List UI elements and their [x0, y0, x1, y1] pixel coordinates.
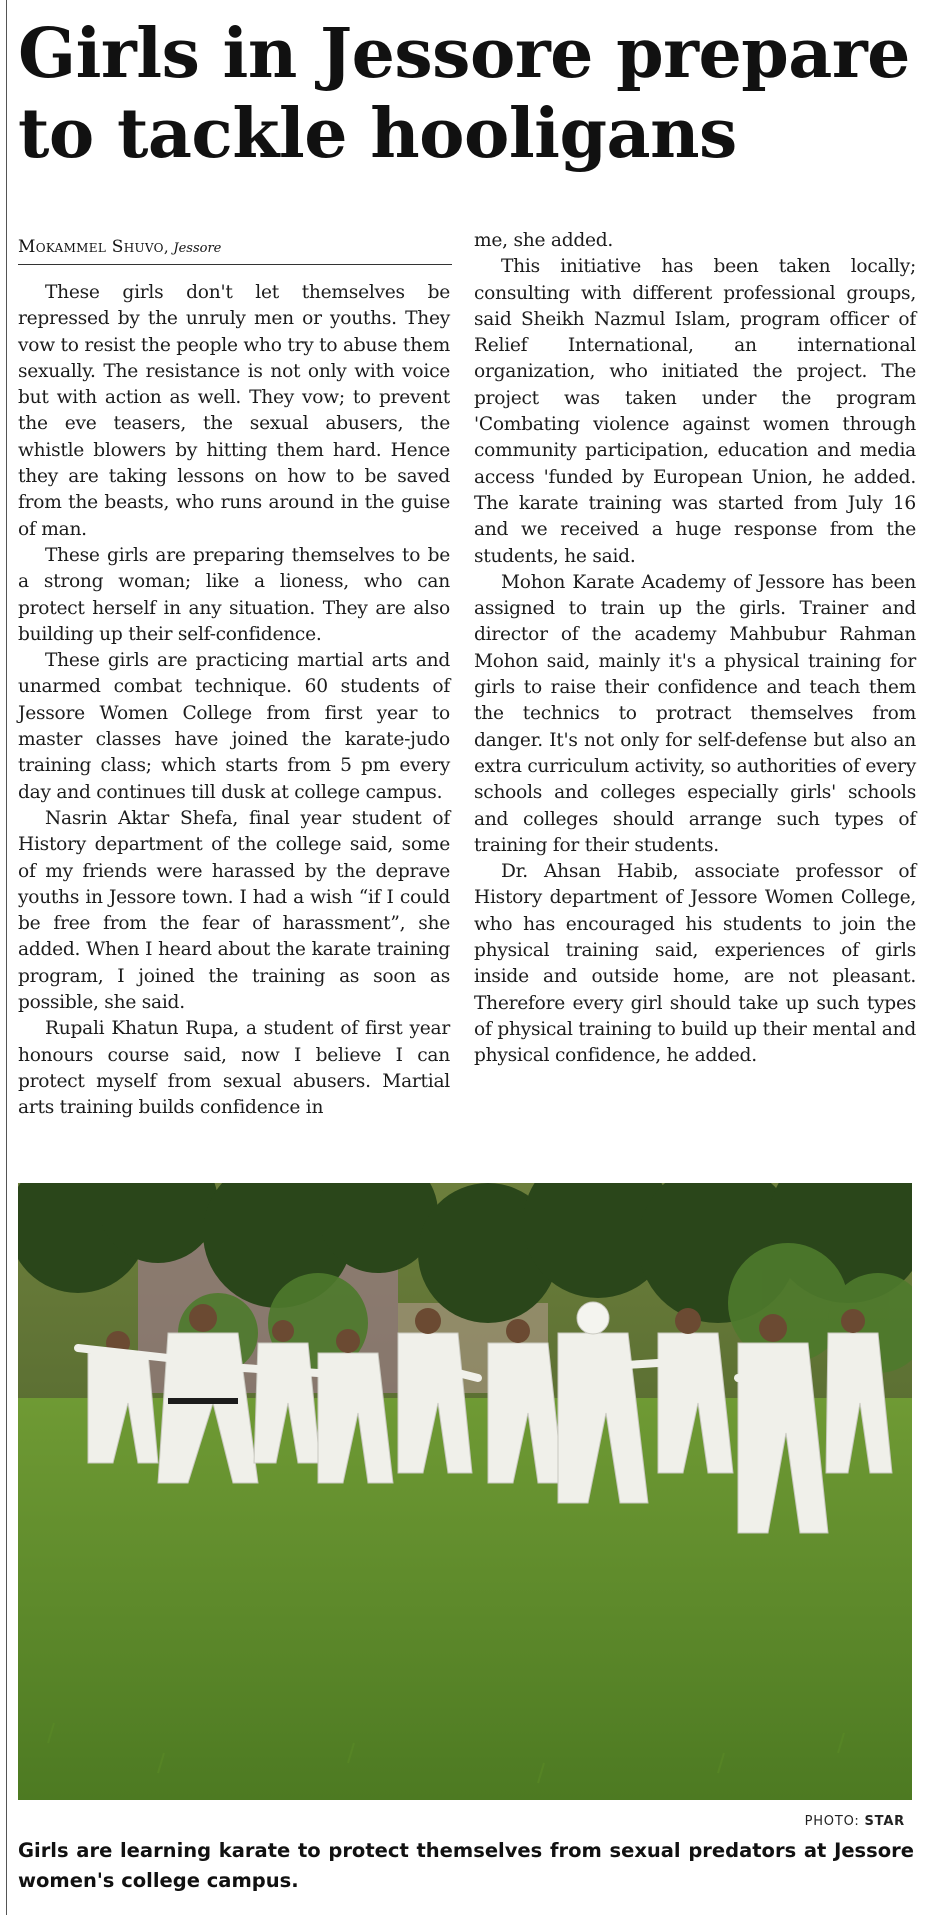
photo-credit-source: STAR: [864, 1814, 905, 1829]
karate-training-photo: [18, 1183, 912, 1800]
byline-author: Mokammel Shuvo: [18, 237, 164, 257]
headline-line-1: Girls in Jessore prepare: [18, 14, 910, 94]
article-column-1: [18, 280, 450, 1122]
paragraph: These girls are preparing themselves to be a strong woman; like a lioness, who can protect herself in any situation. They are also building up their self-confidence.: [18, 544, 450, 645]
paragraph: Mohon Karate Academy of Jessore has been assigned to train up the girls. Trainer and director of the academy Mahbubur Rahman Mohon said, mainly it's a physical training for girls to raise their confidence and teach them the technics to protract themselves from danger. It's not only for self-defense but also an extra curriculum activity, so authorities of every schools and colleges especially girls' schools and colleges should arrange such types of training for their students.: [474, 571, 916, 856]
paragraph-continuation: me, she added.: [474, 230, 614, 251]
paragraph: Rupali Khatun Rupa, a student of first year honours course said, now I believe I can protect myself from sexual abusers. Martial arts training builds confidence in: [18, 1018, 450, 1119]
byline: [18, 237, 452, 265]
paragraph: These girls are practicing martial arts and unarmed combat technique. 60 students of Jessore Women College from first year to master classes have joined the karate-judo training class; which starts from 5 pm every day and continues till dusk at college campus.: [18, 650, 450, 803]
paragraph: Dr. Ahsan Habib, associate professor of History department of Jessore Women College, who has encouraged his students to join the physical training said, experiences of girls inside and outside home, are not pleasant. Therefore every girl should take up such types of physical training to build up their mental and physical confidence, he added.: [474, 861, 916, 1067]
headline-line-2: to tackle hooligans: [18, 94, 737, 174]
byline-location: Jessore: [173, 241, 222, 256]
paragraph: These girls don't let themselves be repressed by the unruly men or youths. They vow to resist the people who try to abuse them sexually. The resistance is not only with voice but with action as well. They vow; to prevent the eve teasers, the sexual abusers, the whistle blowers by hitting them hard. Hence they are taking lessons on how to be saved from the beasts, who runs around in the guise of man.: [18, 282, 450, 540]
photo-illustration: [18, 1183, 912, 1800]
photo-credit: [805, 1814, 905, 1829]
byline-separator: ,: [163, 238, 174, 256]
paragraph: Nasrin Aktar Shefa, final year student of History department of the college said, some of my friends were harassed by the deprave youths in Jessore town. I had a wish “if I could be free from the fear of harassment”, she added. When I heard about the karate training program, I joined the training as soon as possible, she said.: [18, 807, 450, 1014]
article-column-2: [474, 228, 916, 1070]
paragraph: This initiative has been taken locally; consulting with different professional groups, said Sheikh Nazmul Islam, program officer of Relief International, an international organization, who initiated the project. The project was taken under the program 'Combating violence against women through community participation, education and media access 'funded by European Union, he added. The karate training was started from July 16 and we received a huge response from the students, he said.: [474, 256, 916, 567]
photo-credit-label: PHOTO:: [804, 1814, 865, 1829]
headline: [18, 14, 918, 174]
column-rule: [6, 0, 7, 1915]
photo-caption: Girls are learning karate to protect themselves from sexual predators at Jessore women's college campus.: [18, 1839, 914, 1892]
